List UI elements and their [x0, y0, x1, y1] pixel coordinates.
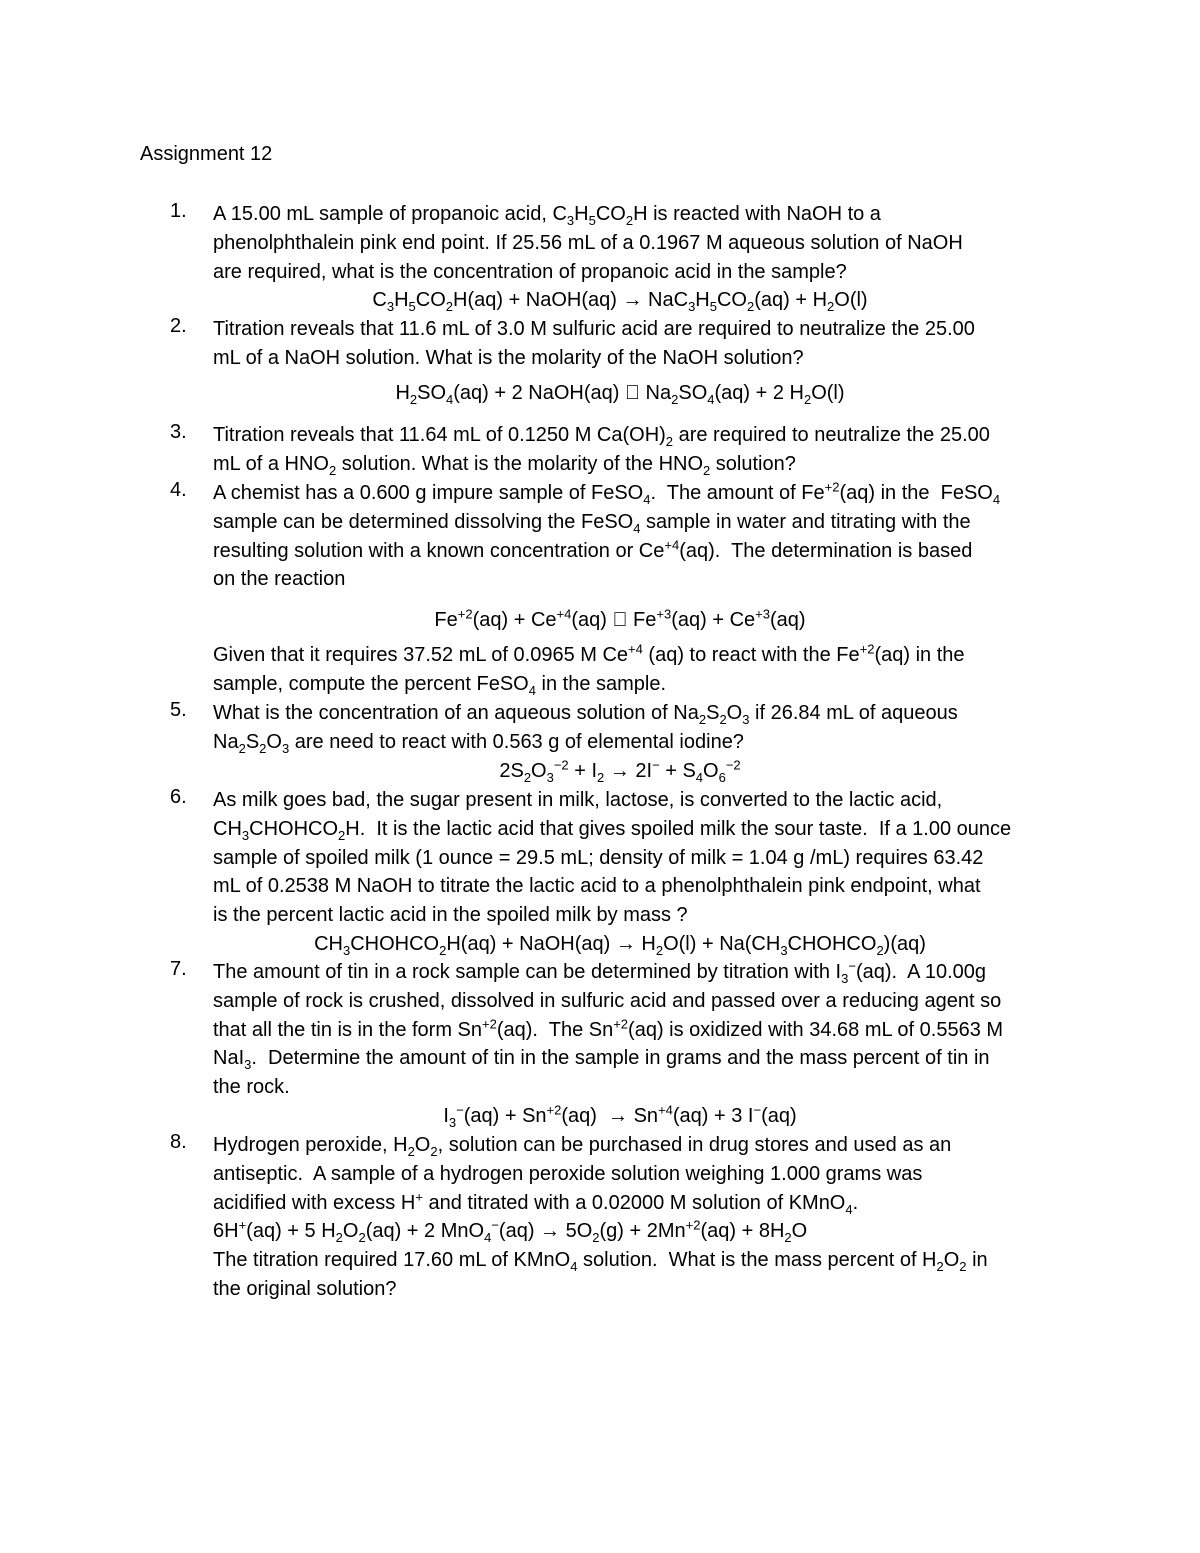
text-line: sample of rock is crushed, dissolved in sulfuric acid and passed over a reducing agent so: [213, 989, 1002, 1012]
question-text-continued: Given that it requires 37.52 mL of 0.0965 M $Ce^{+4}$ (aq) to react with the $Fe^{+2}(aq)$ in the sample, compute the percent FeSO$_4$ in the sample.: [213, 641, 965, 698]
text-line: The titration required 17.60 mL of KMnO: [213, 1249, 571, 1272]
question-6: [170, 786, 1070, 959]
question-text: What is the concentration of an aqueous solution of $Na_2S_2O_3$ if 26.84 mL of aqueous $Na_2S_2O_3$ are need to react with 0.563 g of elemental iodine?: [213, 702, 958, 756]
question-number: 8.: [170, 1131, 187, 1153]
text-line: mL of a NaOH solution. What is the molarity of the NaOH solution?: [213, 346, 804, 369]
question-2: [170, 315, 1070, 413]
text-line: the rock.: [213, 1076, 290, 1099]
question-text: Hydrogen peroxide, $H_2O_2$, solution can be purchased in drug stores and used as an antiseptic. A sample of a hydrogen peroxide solution weighing 1.000 grams was acidified with excess H+ and titrated with a 0.02000 M solution of KMnO$_4$. 6H+(aq) + 5 $H_2O_2(aq) + 2$ $MnO_4^-(aq) \to 5O_2(g) + 2Mn^{+2}(aq) + 8H_2O$ The titration required 17.60 mL of KMnO$_4$ solution. What is the mass percent of $H_2O_2$ in the original solution?: [213, 1131, 1070, 1304]
text-line: phenolphthalein pink end point. If 25.56 mL of a 0.1967 M aqueous solution of NaOH: [213, 231, 963, 254]
question-1: [170, 200, 1070, 315]
question-text: Titration reveals that 11.64 mL of 0.1250 M $Ca(OH)_2$ are required to neutralize the 25.00 mL of a $HNO_2$ solution. What is the molarity of the $HNO_2$ solution?: [213, 424, 990, 478]
text-line: What is the concentration of an aqueous solution of Na: [213, 702, 699, 724]
text-line: Titration reveals that 11.6 mL of 3.0 M sulfuric acid are required to neutralize the 25.00: [213, 318, 975, 340]
question-number: 2.: [170, 315, 187, 337]
question-number: 5.: [170, 699, 187, 721]
equation: $C_3H_5CO_2H(aq)$ + NaOH(aq) → $NaC_3H_5CO_2(aq) + H_2O(l)$: [372, 289, 868, 315]
question-text: As milk goes bad, the sugar present in milk, lactose, is converted to the lactic acid, $CH_3CHOHCO_2H$. It is the lactic acid that gives spoiled milk the sour taste. If a 1.00 ounce sample of spoiled milk (1 ounce = 29.5 mL; density of milk = 1.04 g /mL) requires 63.42 mL of 0.2538 M NaOH to titrate the lactic acid to a phenolphthalein pink endpoint, what is the percent lactic acid in the spoiled milk by mass ?: [213, 789, 1012, 927]
question-4: [170, 479, 1070, 699]
question-number: 7.: [170, 958, 187, 980]
question-8: [170, 1131, 1070, 1304]
question-number: 4.: [170, 479, 187, 501]
question-text: [213, 315, 1070, 373]
question-number: 3.: [170, 421, 187, 443]
text-line: A 15.00 mL sample of propanoic acid, C: [213, 203, 567, 225]
question-number: 6.: [170, 786, 187, 808]
question-7: [170, 958, 1070, 1131]
text-line: The amount of tin in a rock sample can be determined by titration with I: [213, 961, 842, 983]
equation: $2S_2O_3^{-2} + I_2 \to 2I^- + S_4O_6^{-2}$: [499, 756, 741, 785]
equation: $H_2SO_4(aq) + 2$ NaOH(aq) ⃞ $Na_2SO_4(aq) + 2$ $H_2O(l)$: [395, 381, 845, 407]
equation: $Fe^{+2}(aq) + Ce^{+4}(aq)$ ⃞ $Fe^{+3}(aq) + Ce^{+3}(aq)$: [434, 606, 806, 632]
question-3: [170, 421, 1070, 479]
text-line: are required, what is the concentration of propanoic acid in the sample?: [213, 260, 847, 283]
question-5: [170, 699, 1070, 785]
question-number: 1.: [170, 200, 187, 222]
equation: $CH_3CHOHCO_2H(aq)$ + NaOH(aq) → $H_2O(l)$ + $Na(CH_3CHOHCO_2)(aq)$: [314, 932, 926, 958]
equation: 6H+(aq) + 5 $H_2O_2(aq) + 2$ $MnO_4^-(aq) \to 5O_2(g) + 2Mn^{+2}(aq) + 8H_2O$: [213, 1217, 808, 1246]
equation: $I_3^-(aq) + Sn^{+2}(aq) \to Sn^{+4}(aq) + 3$ I−(aq): [443, 1102, 797, 1130]
page-title: Assignment 12: [140, 143, 273, 165]
question-text: A chemist has a 0.600 g impure sample of FeSO$_4$. The amount of $Fe^{+2}(aq)$ in the FeSO$_4$ sample can be determined dissolving the FeSO$_4$ sample in water and titrating with the resulting solution with a known concentration or $Ce^{+4}(aq)$. The determination is based on the reaction: [213, 479, 1001, 591]
text-line: the original solution?: [213, 1277, 397, 1300]
question-text: A 15.00 mL sample of propanoic acid, $C_3H_5CO_2H$ is reacted with NaOH to a phenolphthalein pink end point. If 25.56 mL of a 0.1967 M aqueous solution of NaOH are required, what is the concentration of propanoic acid in the sample?: [213, 200, 1070, 286]
question-text: The amount of tin in a rock sample can be determined by titration with $I_3^-(aq)$. A 10.00g sample of rock is crushed, dissolved in sulfuric acid and passed over a reducing agent so that all the tin is in the form $Sn^{+2}(aq)$. The $Sn^{+2}(aq)$ is oxidized with 34.68 mL of 0.5563 M NaI$_3$. Determine the amount of tin in the sample in grams and the mass percent of tin in the rock.: [213, 958, 1070, 1102]
